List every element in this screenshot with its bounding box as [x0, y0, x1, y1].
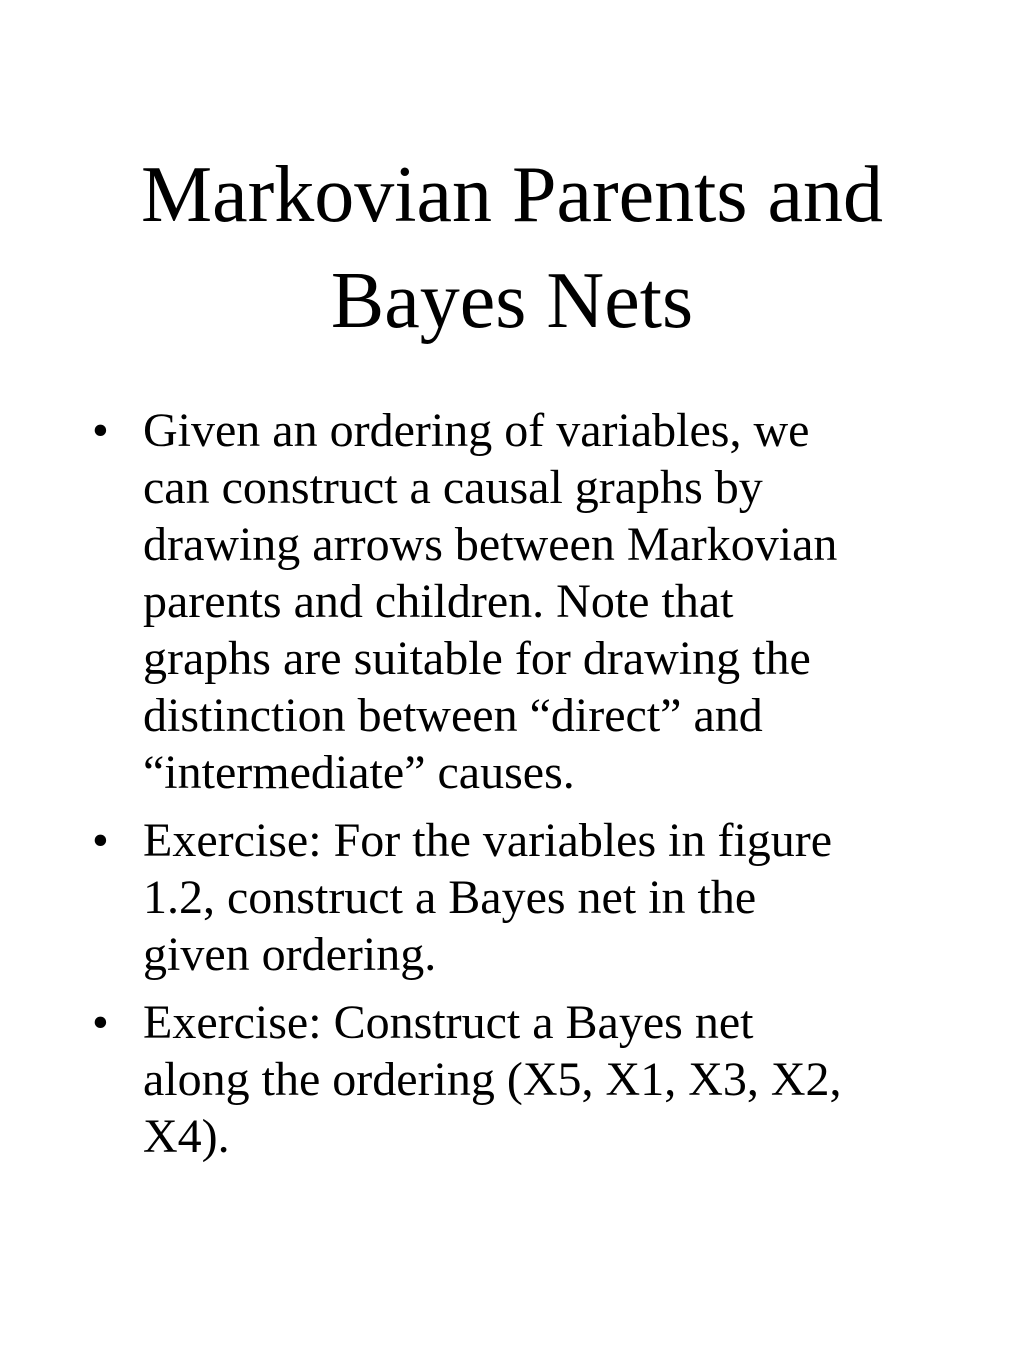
- bullet-line: graphs are suitable for drawing the: [143, 632, 811, 685]
- bullet-list: [0, 402, 1024, 1176]
- slide-title-line: Markovian Parents and: [140, 151, 884, 239]
- bullet-point-icon: •: [92, 996, 109, 1049]
- bullet-item: [0, 812, 1024, 983]
- bullet-text: [143, 812, 984, 983]
- bullet-point-icon: •: [92, 814, 109, 867]
- slide-title-line: Bayes Nets: [330, 257, 694, 345]
- bullet-line: “intermediate” causes.: [143, 746, 575, 799]
- bullet-point-icon: •: [92, 404, 109, 457]
- bullet-line: 1.2, construct a Bayes net in the: [143, 871, 757, 924]
- slide-title: [0, 142, 1024, 354]
- bullet-item: [0, 402, 1024, 801]
- bullet-line: drawing arrows between Markovian: [143, 518, 838, 571]
- bullet-line: along the ordering (X5, X1, X3, X2,: [143, 1053, 842, 1106]
- bullet-line: X4).: [143, 1110, 230, 1163]
- bullet-line: can construct a causal graphs by: [143, 461, 763, 514]
- bullet-line: Exercise: For the variables in figure: [143, 814, 833, 867]
- bullet-line: parents and children. Note that: [143, 575, 734, 628]
- bullet-line: Exercise: Construct a Bayes net: [143, 996, 754, 1049]
- bullet-line: given ordering.: [143, 928, 437, 981]
- bullet-text: [143, 402, 984, 801]
- bullet-line: Given an ordering of variables, we: [143, 404, 810, 457]
- bullet-item: [0, 994, 1024, 1165]
- bullet-line: distinction between “direct” and: [143, 689, 763, 742]
- bullet-text: [143, 994, 984, 1165]
